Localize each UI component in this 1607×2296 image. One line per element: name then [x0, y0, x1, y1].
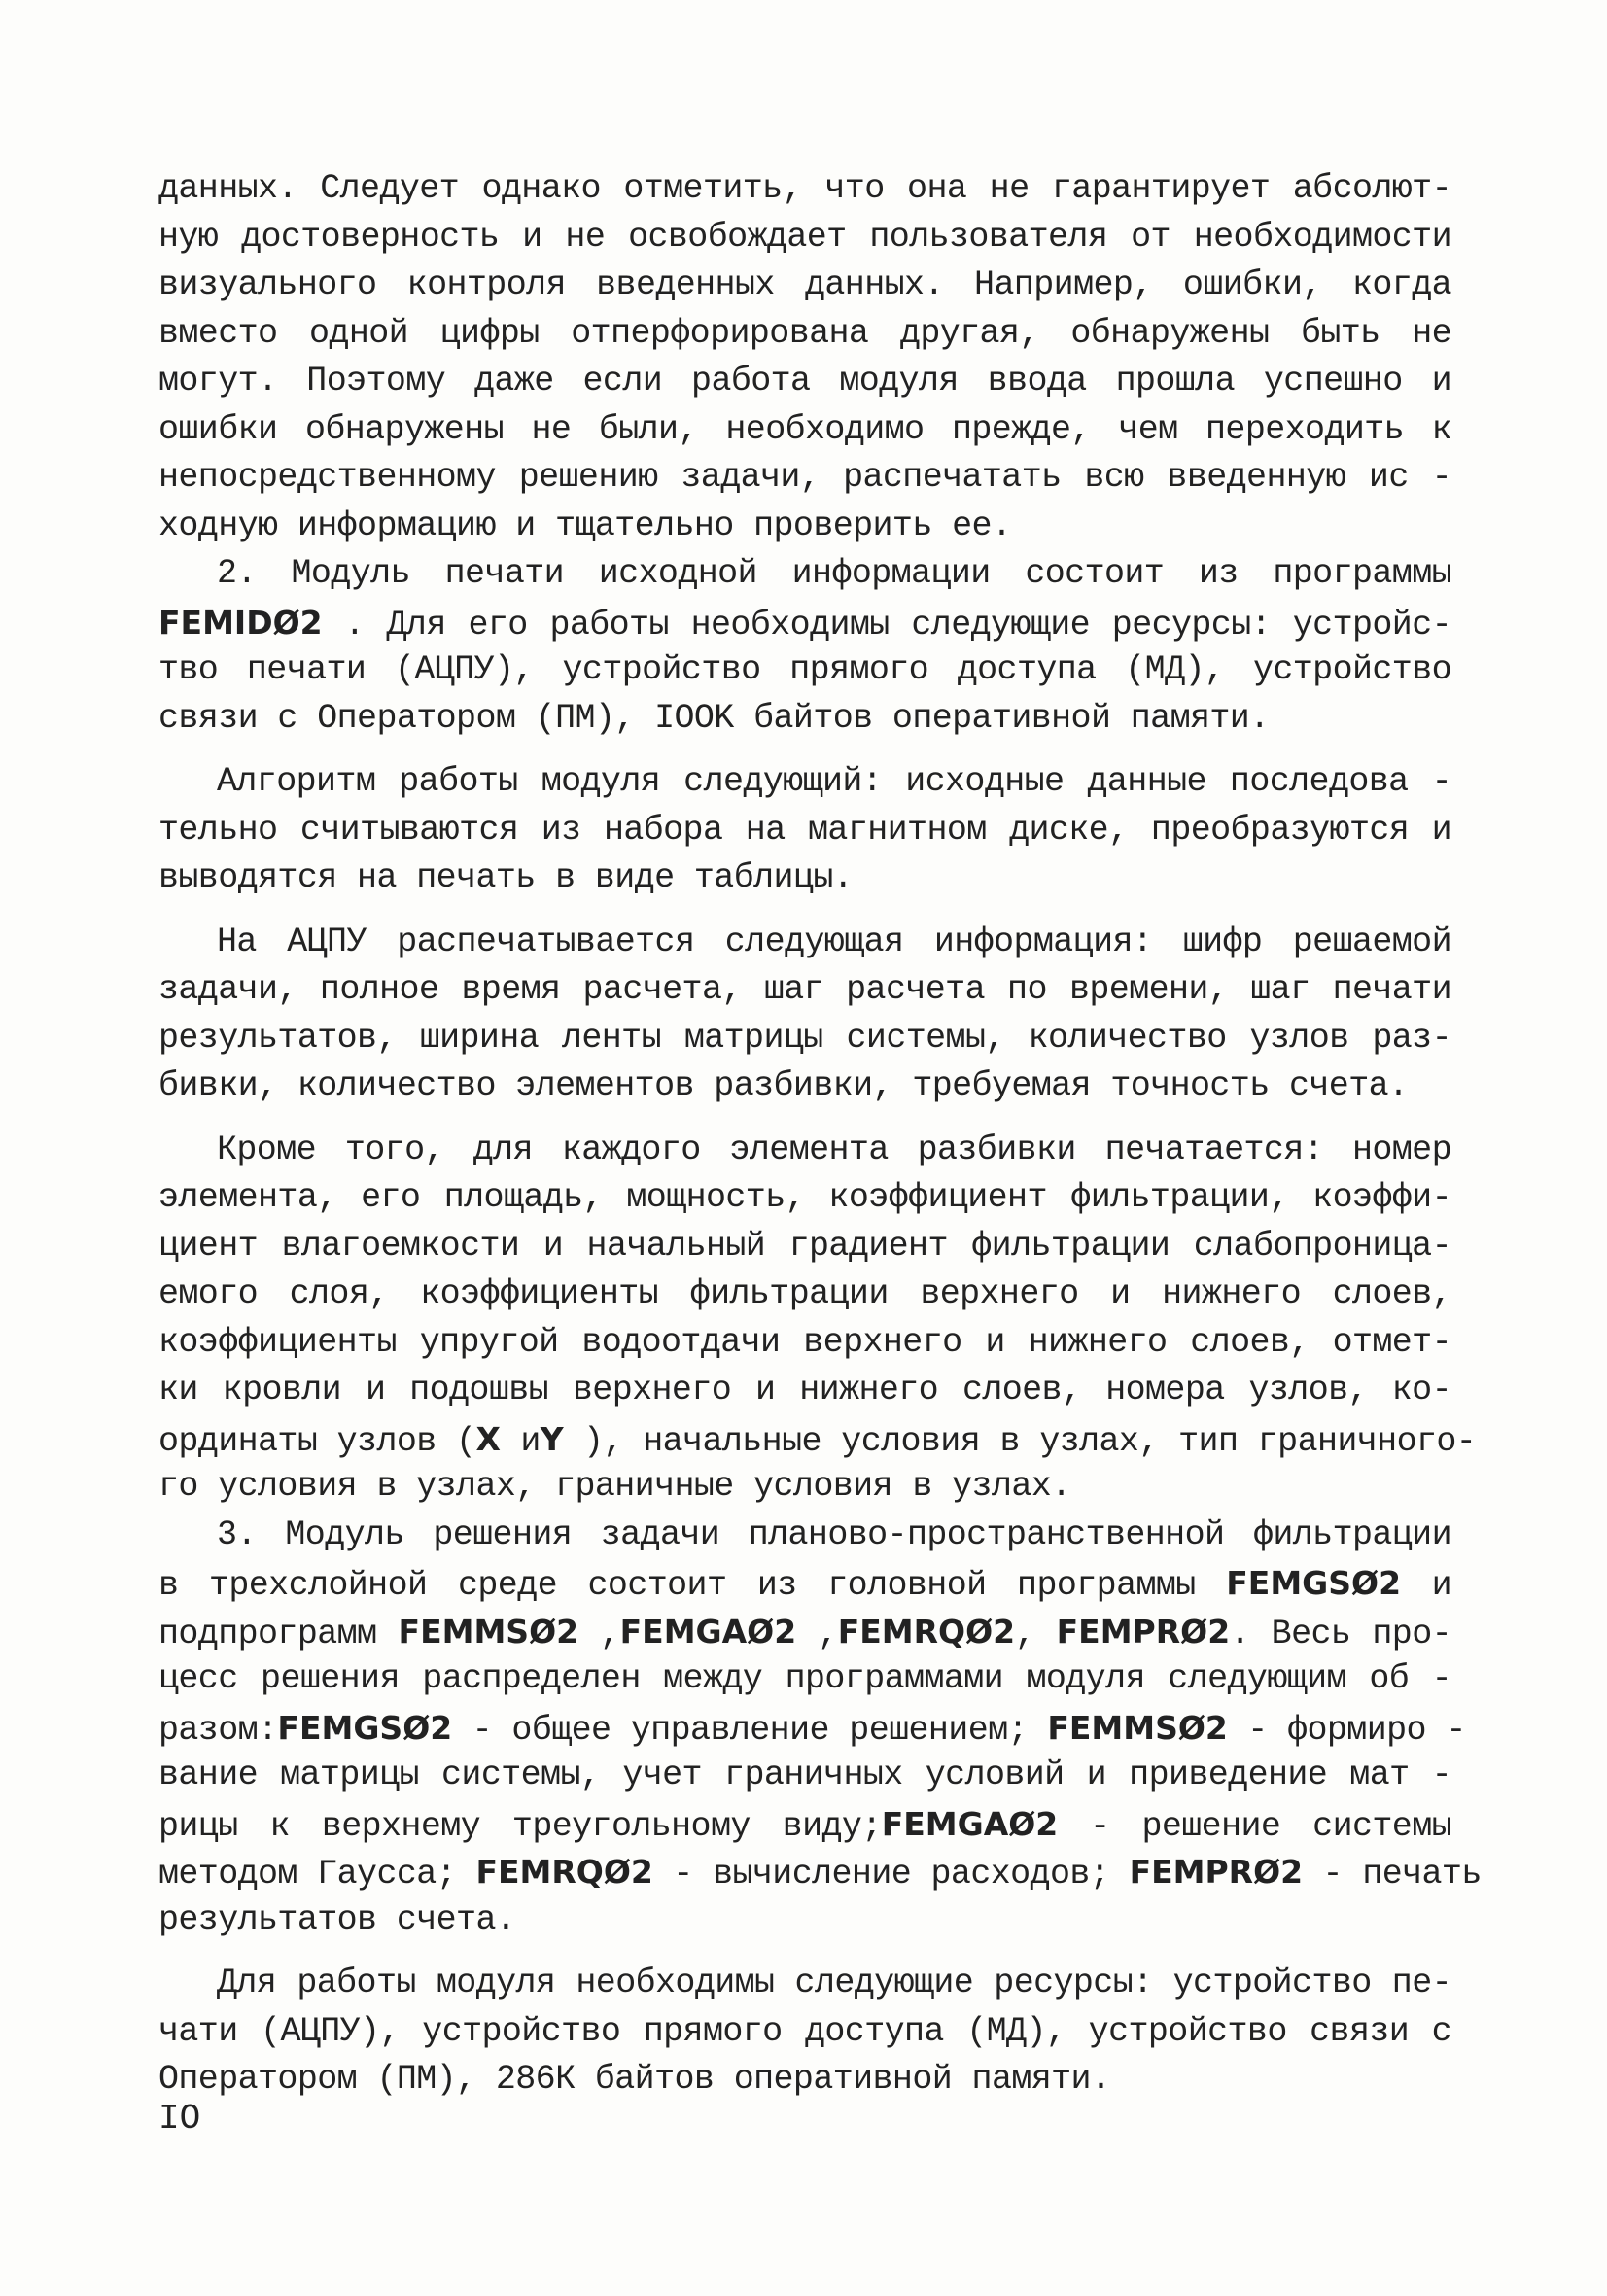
- text-fragment: . Весь про-: [1230, 1614, 1452, 1653]
- text-line: ошибки обнаружены не были, необходимо прежде, чем переходить к: [158, 409, 1451, 449]
- text-line: результатов, ширина ленты матрицы системы, количество узлов раз-: [158, 1018, 1451, 1058]
- text-line: [158, 1800, 1451, 1849]
- text-line: 2. Модуль печати исходной информации состоит из программы: [217, 554, 1451, 593]
- text-line: связи с Оператором (ПМ), IOOK байтов оперативной памяти.: [158, 698, 1270, 738]
- program-name: FEMMSØ2: [398, 1612, 579, 1651]
- text-line: тво печати (АЦПУ), устройство прямого доступа (МД), устройство: [158, 650, 1451, 689]
- text-line: Алгоритм работы модуля следующий: исходные данные последова -: [217, 762, 1451, 801]
- page-body: [158, 165, 1482, 2105]
- text-fragment: . Для его работы необходимы следующие ресурсы: устройс-: [322, 605, 1451, 644]
- text-fragment: ординаты узлов (: [158, 1421, 476, 1461]
- text-line: непосредственному решению задачи, распечатать всю введенную ис -: [158, 458, 1451, 497]
- text-line: цесс решения распределен между программами модуля следующим об -: [158, 1659, 1451, 1698]
- text-fragment: и: [1401, 1566, 1452, 1605]
- text-line: емого слоя, коэффициенты фильтрации верхнего и нижнего слоев,: [158, 1274, 1451, 1313]
- paragraph: [158, 165, 1451, 550]
- text-line: элемента, его площадь, мощность, коэффициент фильтрации, коэффи-: [158, 1178, 1451, 1217]
- program-name: FEMRQØ2: [837, 1612, 1016, 1651]
- text-fragment: подпрограмм: [158, 1614, 399, 1653]
- text-line: чати (АЦПУ), устройство прямого доступа (МД), устройство связи с: [158, 2011, 1451, 2051]
- text-line: визуального контроля введенных данных. Например, ошибки, когда: [158, 265, 1451, 304]
- text-fragment: ), начальные условия в узлах, тип граничного-: [563, 1421, 1477, 1461]
- program-name: FEMGSØ2: [277, 1708, 453, 1747]
- text-line: ходную информацию и тщательно проверить ее.: [158, 505, 1012, 545]
- text-line: [158, 1704, 1466, 1753]
- paragraph: [158, 1512, 1482, 1945]
- paragraph-gap: [158, 1944, 1451, 1960]
- text-fragment: ,: [578, 1614, 620, 1653]
- text-line: вание матрицы системы, учет граничных условий и приведение мат -: [158, 1756, 1451, 1794]
- text-fragment: и: [500, 1421, 541, 1461]
- paragraph-gap: [158, 903, 1451, 919]
- text-line: могут. Поэтому даже если работа модуля ввода прошла успешно и: [158, 362, 1451, 400]
- program-name: FEMIDØ2: [158, 603, 323, 642]
- program-name: FEMRQØ2: [475, 1853, 653, 1891]
- text-line: 3. Модуль решения задачи планово-пространственной фильтрации: [217, 1514, 1451, 1554]
- text-fragment: методом Гаусса;: [158, 1855, 476, 1894]
- text-line: циент влагоемкости и начальный градиент фильтрации слабопроница-: [158, 1226, 1451, 1266]
- text-line: тельно считываются из набора на магнитном диске, преобразуются и: [158, 810, 1451, 850]
- paragraph: [158, 1127, 1477, 1512]
- text-line: Оператором (ПМ), 286К байтов оперативной памяти.: [158, 2060, 1111, 2099]
- paragraph: [158, 758, 1451, 903]
- text-fragment: ,: [796, 1614, 838, 1653]
- text-line: бивки, количество элементов разбивки, требуемая точность счета.: [158, 1066, 1409, 1105]
- text-fragment: - формиро -: [1227, 1710, 1466, 1750]
- text-line: задачи, полное время расчета, шаг расчета по времени, шаг печати: [158, 970, 1451, 1009]
- paragraph-gap: [158, 1111, 1451, 1127]
- text-line: результатов счета.: [158, 1899, 516, 1939]
- program-name: FEMPRØ2: [1056, 1612, 1231, 1651]
- program-name: FEMGAØ2: [881, 1804, 1059, 1843]
- program-name: FEMGSØ2: [1226, 1564, 1402, 1602]
- text-line: выводятся на печать в виде таблицы.: [158, 858, 854, 897]
- text-line: Кроме того, для каждого элемента разбивки печатается: номер: [217, 1130, 1451, 1169]
- text-line: данных. Следует однако отметить, что она не гарантирует абсолют-: [158, 169, 1451, 208]
- text-line: вместо одной цифры отперфорирована другая, обнаружены быть не: [158, 313, 1451, 353]
- text-line: го условия в узлах, граничные условия в узлах.: [158, 1467, 1071, 1506]
- text-line: На АЦПУ распечатывается следующая информация: шифр решаемой: [217, 922, 1451, 961]
- text-line: [158, 1415, 1477, 1464]
- text-line: [158, 1559, 1451, 1608]
- text-fragment: разом:: [158, 1710, 278, 1750]
- variable-y: Y: [540, 1419, 564, 1458]
- text-line: ки кровли и подошвы верхнего и нижнего слоев, номера узлов, ко-: [158, 1371, 1451, 1409]
- text-line: Для работы модуля необходимы следующие ресурсы: устройство пе-: [217, 1964, 1451, 2002]
- text-fragment: - печать: [1303, 1855, 1482, 1894]
- program-name: FEMPRØ2: [1129, 1853, 1304, 1891]
- text-fragment: - вычисление расходов;: [652, 1855, 1130, 1894]
- program-name: FEMGAØ2: [619, 1612, 797, 1651]
- program-name: FEMMSØ2: [1047, 1708, 1228, 1747]
- paragraph: [158, 550, 1451, 743]
- text-fragment: - решение системы: [1058, 1806, 1452, 1846]
- paragraph: [158, 919, 1451, 1111]
- text-fragment: в трехслойной среде состоит из головной программы: [158, 1566, 1227, 1605]
- text-line: [158, 1608, 1451, 1656]
- text-line: ную достоверность и не освобождает пользователя от необходимости: [158, 217, 1451, 257]
- paragraph: [158, 1960, 1451, 2105]
- text-fragment: ,: [1015, 1614, 1057, 1653]
- text-line: [158, 1848, 1482, 1896]
- text-fragment: рицы к верхнему треугольному виду;: [158, 1806, 882, 1846]
- variable-x: X: [475, 1419, 501, 1458]
- text-line: [158, 599, 1451, 647]
- page-number: IO: [158, 2099, 201, 2139]
- text-line: коэффициенты упругой водоотдачи верхнего и нижнего слоев, отмет-: [158, 1322, 1451, 1362]
- paragraph-gap: [158, 743, 1451, 758]
- text-fragment: - общее управление решением;: [452, 1710, 1048, 1750]
